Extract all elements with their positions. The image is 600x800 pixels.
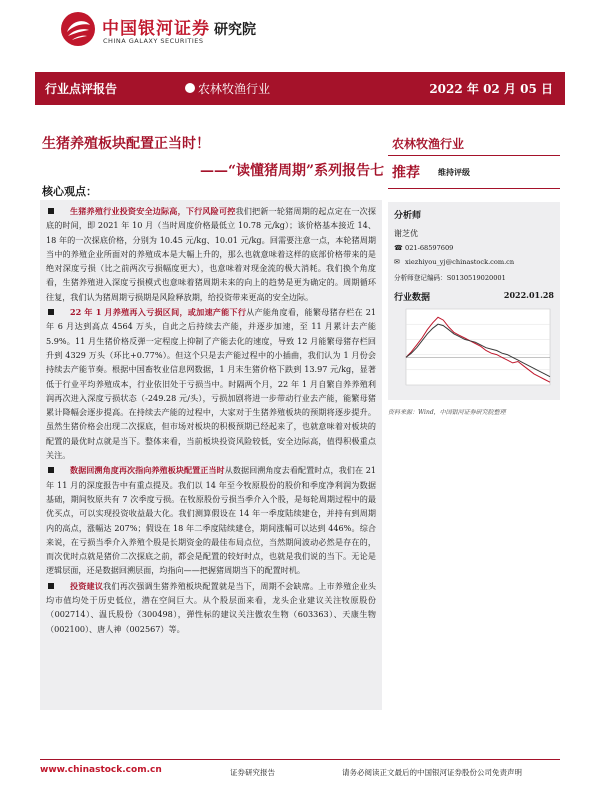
paragraph-text: 从数据回溯角度去看配置时点，我们在 21 年 11 月的深度报告中有重点提及。我们以 14 年至今牧原股份的股价和季度净利润为数据基础，期间牧原共有 7 次季度亏损。在牧原股份亏损当季介入个股，是每轮周期过程中的最优买点，可以实现投资收益最大化。我们测算假设在 14 年一季度陆续建仓，并持有到周期内的高点，涨幅达 207%；假设在 18 年二季度陆续建仓，期间涨幅可以达到 446%。综合来说，在亏损当季介入养殖个股是长期资金的最佳布局点位，当然期间波动必然是存在的，而次优时点就是猪价二次探底之前，都会是配置的较好时点，也就是我们说的当下。无论是逻辑层面，还是数据回溯层面，均指向——把握猪周期当下的配置时机。 [46, 465, 376, 576]
paragraph-safety-margin [46, 204, 376, 304]
divider [388, 188, 560, 189]
institute-name: 研究院 [214, 22, 256, 38]
analyst-cert: 分析师登记编码：S0130519020001 [394, 274, 506, 282]
chart-plot-area [406, 309, 550, 385]
rating-value: 推荐 [392, 165, 420, 181]
report-subtitle: ——“读懂猪周期”系列报告七 [200, 163, 385, 179]
paragraph-lead: 22 年 1 月养殖再入亏损区间，或加速产能下行 [70, 307, 247, 318]
analyst-phone: 021-68597609 [405, 244, 454, 252]
square-bullet-icon [48, 467, 54, 473]
analyst-email-row [394, 258, 514, 266]
rating-status: 维持评级 [438, 167, 470, 177]
core-view-body [40, 200, 382, 710]
footer-divider [40, 759, 560, 760]
company-name-en: CHINA GALAXY SECURITIES [103, 37, 204, 45]
report-date: 2022 年 02 月 05 日 [429, 82, 553, 96]
analyst-name: 谢芝优 [394, 229, 418, 238]
report-title: 生猪养殖板块配置正当时！ [42, 136, 210, 152]
company-name-cn: 中国银河证券 [102, 19, 210, 39]
galaxy-logo-icon [60, 11, 96, 47]
industry-data-panel [388, 285, 560, 400]
report-type: 行业点评报告 [45, 82, 118, 96]
square-bullet-icon [48, 208, 54, 214]
square-bullet-icon [48, 309, 54, 315]
banner-sector: 农林牧渔行业 [198, 82, 271, 96]
paragraph-lead: 数据回溯角度再次指向养殖板块配置正当时 [70, 465, 225, 476]
paragraph-capacity [46, 305, 376, 462]
paragraph-investment-advice [46, 579, 376, 636]
footer-disclaimer: 请务必阅读正文最后的中国银河证券股份公司免责声明 [342, 768, 522, 777]
report-banner [35, 72, 565, 105]
footer-report-label: 证券研究报告 [230, 768, 275, 777]
header-logo [40, 8, 340, 54]
paragraph-text: 我们再次强调生猪养殖板块配置就是当下，周期不会缺席。上市养殖企业头均市值均处于历史低位，潜在空间巨大。从个股层面来看，龙头企业建议关注牧原股份（002714）、温氏股份（300498），弹性标的建议关注傲农生物（603363）、天康生物（002100）、唐人神（002567）等。 [46, 580, 376, 634]
square-bullet-icon [48, 583, 54, 589]
footer-url[interactable]: www.chinastock.com.cn [40, 765, 162, 775]
chart-source: 资料来源：Wind，中国银河证券研究院整理 [388, 409, 506, 416]
paragraph-lead: 生猪养殖行业投资安全边际高，下行风险可控 [70, 206, 236, 216]
analyst-email[interactable]: xiezhiyou_yj@chinastock.com.cn [405, 258, 515, 266]
paragraph-text: 我们把新一轮猪周期的起点定在一次探底的时间，即 2021 年 10 月（当时周度价格最低立 10.78 元/kg）；该价格基本接近 14、18 年的一次探底价格，分别为 10.45 元/kg、10.01 元/kg。回需要注意一点，本轮猪周期当中的养殖企业所面对的养殖成本是大幅上升的，那么也就意味着这样的底部价格带来的是绝对深度亏损（比之前两次亏损幅度更大），也意味着对现金流的极大消耗。我们换个角度看，生猪养殖进入深度亏损模式也意味着猪周期未来的向上的趋势是更为确定的。周期循环往复，我们认为猪周期亏损期是风险释放期，给投资带来更高的安全边际。 [46, 206, 376, 302]
company-name [102, 14, 256, 39]
paragraph-backtest [46, 463, 376, 577]
mail-icon: ✉ [394, 258, 400, 266]
analyst-phone-row [394, 244, 453, 252]
paragraph-lead: 投资建议 [70, 580, 104, 591]
chart-heading: 行业数据 [394, 293, 431, 303]
phone-icon: ☎ [394, 244, 403, 252]
industry-line-chart [394, 305, 554, 395]
analyst-heading: 分析师 [394, 211, 422, 221]
paragraph-text: 从产能角度看，能繁母猪存栏在 21 年 6 月达到高点 4564 万头，自此之后持续去产能，并逐步加速，至 11 月累计去产能 5.9%。11 月生猪价格反弹一定程度上抑制了产能去化的速度，导致 12 月能繁母猪存栏回升到 4329 万头（环比+0.77%）。但这个只是去产能过程中的小插曲，我们认为 1 月份会持续去产能节奏。根据中国畜牧业信息网数据，1 月末生猪价格下跌到 13.97 元/kg，显著低于行业平均养殖成本，行业依旧处于亏损当中。时隔两个月，22 年 1 月自繁自养养殖利润再次进入深度亏损状态（-249.28 元/头），亏损加剧将进一步带动行业去产能，能繁母猪累计降幅会逐步提高。在持续去产能的过程中，大家对于生猪养殖板块的预期将逐步提升。虽然生猪价格会出现二次探底，但市场对板块的积极预期已经起来了，也就意味着对板块的配置的最优时点就是当下。整体来看，当前板块投资风险较低，安全边际高，值得积极重点关注。 [46, 307, 376, 461]
bullet-icon [185, 83, 195, 93]
core-view-label: 核心观点： [42, 185, 97, 198]
chart-date: 2022.01.28 [503, 290, 554, 300]
analyst-cert-row [394, 272, 506, 282]
rating-sector: 农林牧渔行业 [392, 137, 465, 151]
divider [388, 155, 560, 156]
